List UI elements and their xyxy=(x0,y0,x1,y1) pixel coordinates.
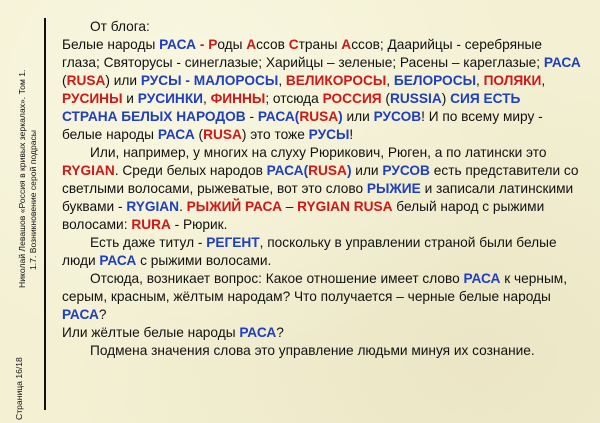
text-run: люди xyxy=(62,253,100,268)
margin-rule xyxy=(44,18,46,410)
page-number-label: Страница 16/18 xyxy=(14,357,24,420)
text-line xyxy=(62,180,582,198)
paragraph xyxy=(62,18,582,144)
text-line xyxy=(62,342,582,360)
highlighted-term: RUSA xyxy=(203,127,242,142)
highlighted-term: - xyxy=(196,37,209,52)
highlighted-term: РАСА xyxy=(239,325,277,340)
highlighted-term: РУСЫ - МАЛОРОСЫ xyxy=(140,73,279,88)
text-run: ( xyxy=(62,73,67,88)
highlighted-term: РЕГЕНТ xyxy=(206,235,260,250)
highlighted-term: ) xyxy=(338,109,343,124)
highlighted-term: Р xyxy=(208,37,218,52)
highlighted-term: РУСИНКИ xyxy=(137,91,204,106)
text-line xyxy=(62,216,582,234)
highlighted-term: RYGIAN xyxy=(126,199,180,214)
paragraph xyxy=(62,234,582,270)
text-line xyxy=(62,90,582,108)
highlighted-term: ) xyxy=(346,163,352,178)
highlighted-term: РАСА( xyxy=(266,163,309,178)
text-run: Отсюда, возникает вопрос: Какое отношение имеет слово xyxy=(90,271,464,286)
text-line xyxy=(62,54,582,72)
highlighted-term: ВЕЛИКОРОСЫ xyxy=(285,73,387,88)
text-run: оды xyxy=(217,37,247,52)
chapter-title-label: 1.7. Возникновение серой подрасы xyxy=(28,130,38,270)
highlighted-term: РОССИЯ xyxy=(322,91,382,106)
text-run: ссов; Даарийцы - серебряные xyxy=(351,37,543,52)
text-run: ( xyxy=(381,91,390,106)
text-run: Белые народы xyxy=(62,37,160,52)
highlighted-term: РАСА xyxy=(99,253,137,268)
highlighted-term: РАСА xyxy=(543,55,581,70)
highlighted-term: БЕЛОРОСЫ xyxy=(393,73,476,88)
text-run: есть представители со xyxy=(429,163,579,178)
text-run: буквами - xyxy=(62,199,127,214)
text-run: белые народы xyxy=(62,127,158,142)
text-run: серым, красным, жёлтым народам? Что получается – черные белые народы xyxy=(62,289,551,304)
text-line xyxy=(62,18,582,36)
text-run: глаза; Святорусы - синеглазые; Харийцы – зеленые; Расены – кареглазые; xyxy=(62,55,544,70)
highlighted-term: А xyxy=(341,37,352,52)
text-run: Есть даже титул - xyxy=(90,235,207,250)
text-line xyxy=(62,288,582,324)
text-line xyxy=(62,252,582,270)
paragraph xyxy=(62,270,582,342)
highlighted-term: РАСА xyxy=(157,127,195,142)
text-run: , поскольку в управлении страной были белые xyxy=(259,235,557,250)
highlighted-term: СТРАНА БЕЛЫХ НАРОДОВ xyxy=(62,109,246,124)
text-run: , xyxy=(203,91,211,106)
highlighted-term: РАСА xyxy=(159,37,197,52)
text-run: ) это тоже xyxy=(241,127,309,142)
text-run: ; отсюда xyxy=(265,91,323,106)
text-run: . Среди белых народов xyxy=(114,163,267,178)
text-line xyxy=(62,234,582,252)
text-run: – xyxy=(281,199,298,214)
highlighted-term: РАСА xyxy=(62,307,99,322)
text-run: ) или xyxy=(105,73,141,88)
text-run: волосами: xyxy=(62,217,132,232)
highlighted-term: РАСА xyxy=(463,271,501,286)
text-run: или xyxy=(351,163,383,178)
text-line xyxy=(62,270,582,288)
text-run: с рыжими волосами. xyxy=(136,253,272,268)
text-line xyxy=(62,126,582,144)
text-run: ссов xyxy=(256,37,289,52)
highlighted-term: RUSSIA xyxy=(390,91,442,106)
text-run: - xyxy=(245,109,258,124)
highlighted-term: СИЯ ЕСТЬ xyxy=(450,91,521,106)
highlighted-term: RURA xyxy=(131,217,171,232)
text-run: , xyxy=(541,73,546,88)
highlighted-term: ФИННЫ xyxy=(210,91,266,106)
highlighted-term: RYGIAN xyxy=(62,163,115,178)
article-body xyxy=(62,18,582,360)
text-run: ! И по всему миру - xyxy=(421,109,543,124)
text-line xyxy=(62,162,582,180)
text-line xyxy=(62,198,582,216)
text-run: ! xyxy=(349,127,354,142)
text-run: к черным, xyxy=(500,271,567,286)
highlighted-term: А xyxy=(246,37,257,52)
highlighted-term: ПОЛЯКИ xyxy=(483,73,542,88)
text-line xyxy=(62,72,582,90)
highlighted-term: RUSA xyxy=(66,73,106,88)
text-run: или xyxy=(342,109,374,124)
highlighted-term: РАСА( xyxy=(257,109,300,124)
text-run: ) xyxy=(441,91,451,106)
highlighted-term: RUSA xyxy=(308,163,347,178)
text-line xyxy=(62,144,582,162)
text-run: ( xyxy=(194,127,204,142)
text-run: светлыми волосами, рыжеватые, вот это слово xyxy=(62,181,367,196)
highlighted-term: РУСОВ xyxy=(382,163,430,178)
text-run: белый народ с рыжими xyxy=(392,199,545,214)
highlighted-term: RUSA xyxy=(299,109,339,124)
text-run: и записали латинскими xyxy=(420,181,574,196)
text-run: Подмена значения слова это управление людьми минуя их сознание. xyxy=(90,343,535,358)
highlighted-term: С xyxy=(288,37,299,52)
paragraph xyxy=(62,342,582,360)
highlighted-term: РУСЫ xyxy=(308,127,350,142)
text-run: , xyxy=(475,73,484,88)
text-run: ? xyxy=(276,325,284,340)
text-run: . xyxy=(179,199,187,214)
text-line xyxy=(62,108,582,126)
text-run: - Рюрик. xyxy=(170,217,228,232)
text-run: ? xyxy=(98,307,107,322)
text-line xyxy=(62,324,582,342)
text-run: , xyxy=(278,73,286,88)
text-run: Или жёлтые белые народы xyxy=(62,325,240,340)
paragraph xyxy=(62,144,582,234)
text-line xyxy=(62,36,582,54)
text-run: От блога: xyxy=(90,19,150,34)
highlighted-term: РУСИНЫ xyxy=(62,91,123,106)
text-run: и xyxy=(122,91,138,106)
text-run: траны xyxy=(298,37,342,52)
text-run: , xyxy=(386,73,394,88)
highlighted-term: РУСОВ xyxy=(373,109,422,124)
text-run: Или, например, у многих на слуху Рюрикович, Рюген, а по латински это xyxy=(90,145,547,160)
highlighted-term: РЫЖИЙ РАСА xyxy=(186,199,282,214)
highlighted-term: РЫЖИЕ xyxy=(366,181,421,196)
highlighted-term: RYGIAN RUSA xyxy=(297,199,393,214)
book-title-label: Николай Левашов «Россия в кривых зеркалах». Том 1. xyxy=(17,69,27,288)
